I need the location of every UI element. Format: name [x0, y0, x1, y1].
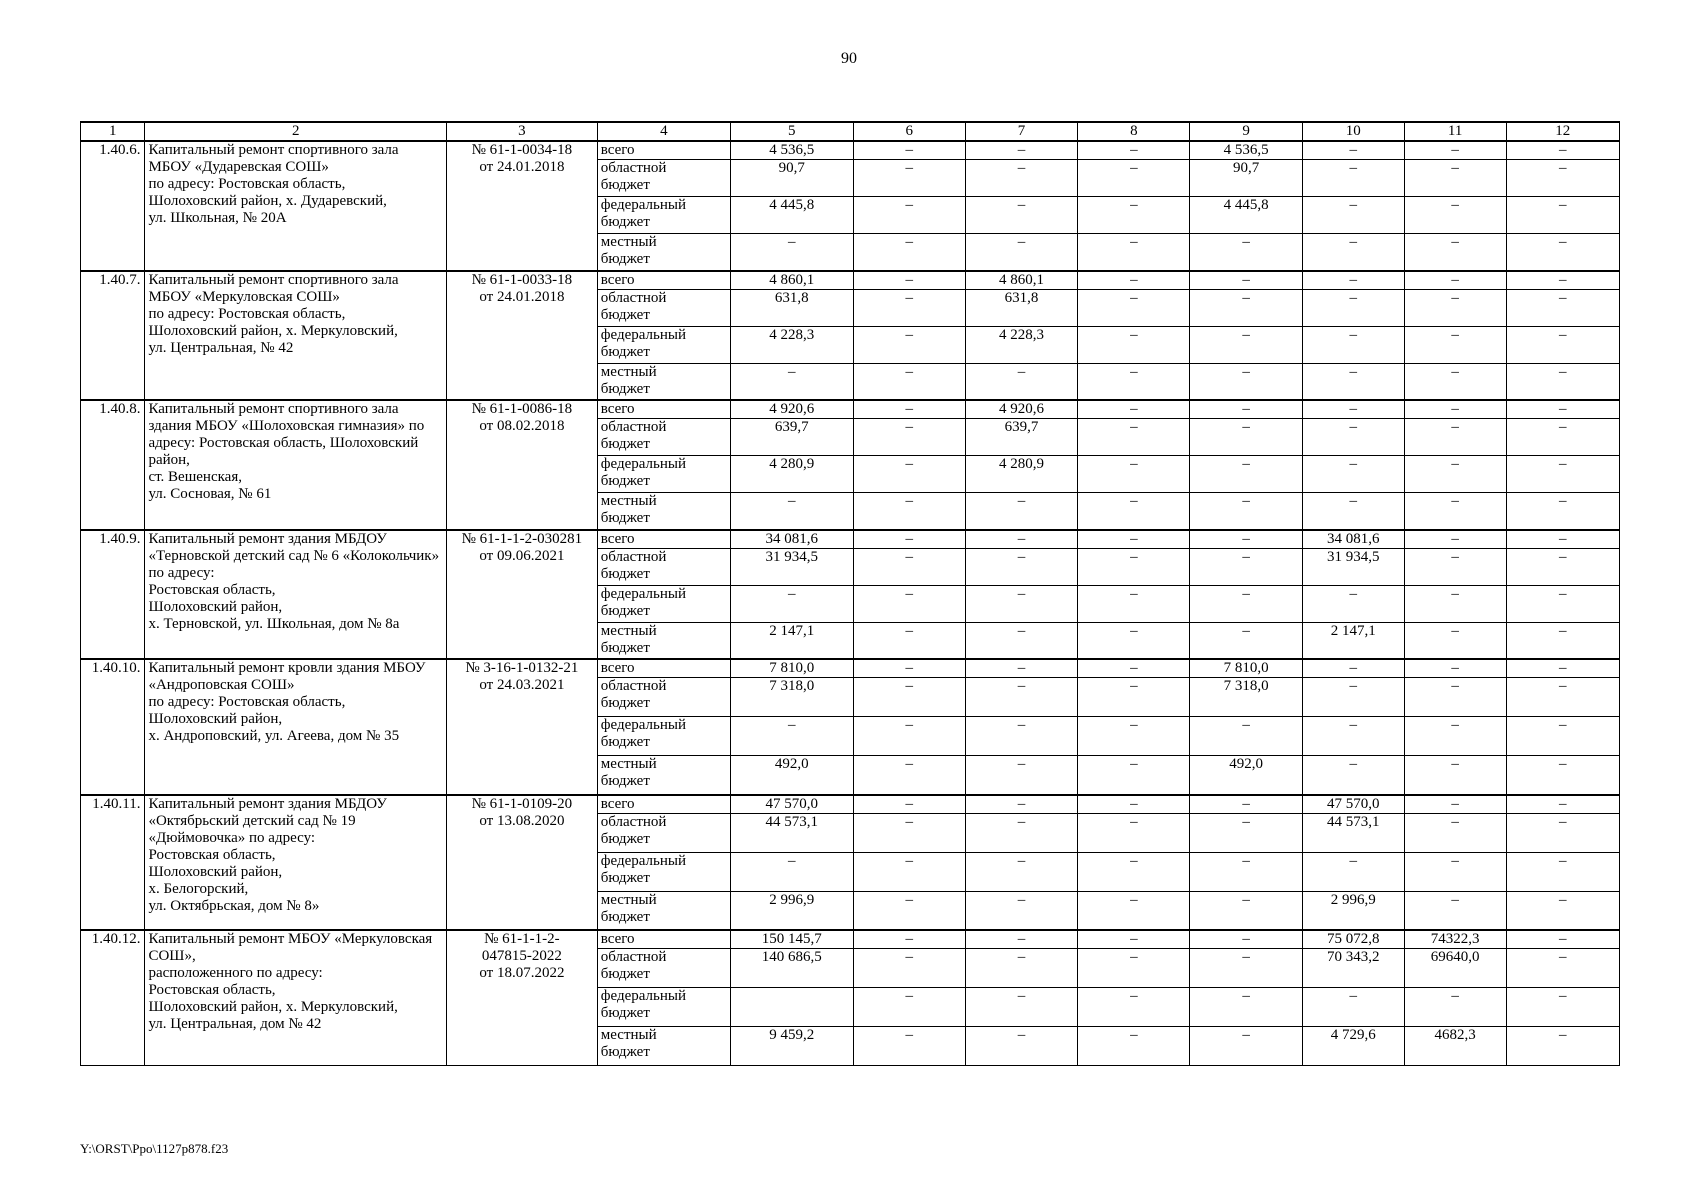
amount-cell: 70 343,2	[1302, 949, 1404, 988]
amount-cell: –	[965, 930, 1077, 949]
amount-cell: –	[1078, 930, 1190, 949]
amount-cell: –	[1506, 756, 1619, 795]
amount-cell: –	[853, 1027, 965, 1066]
amount-cell: –	[853, 891, 965, 930]
amount-cell: 4 729,6	[1302, 1027, 1404, 1066]
amount-cell: –	[1404, 419, 1506, 456]
amount-cell: –	[1404, 363, 1506, 400]
amount-cell: –	[1404, 548, 1506, 585]
amount-cell: –	[1404, 289, 1506, 326]
amount-cell: –	[1190, 548, 1302, 585]
column-number: 10	[1302, 122, 1404, 141]
amount-cell: –	[1506, 419, 1619, 456]
funding-source: федеральный бюджет	[597, 717, 730, 756]
amount-cell: 34 081,6	[1302, 530, 1404, 549]
amount-cell: –	[1190, 289, 1302, 326]
amount-cell: –	[1078, 813, 1190, 852]
amount-cell: –	[1404, 756, 1506, 795]
amount-cell: 4 536,5	[730, 141, 853, 160]
amount-cell: –	[1404, 585, 1506, 622]
item-description: Капитальный ремонт спортивного зала МБОУ «Дударевская СОШ» по адресу: Ростовская область, Шолоховский район, х. Дударевский, ул. Школьная, № 20А	[145, 141, 447, 271]
amount-cell: –	[1190, 852, 1302, 891]
amount-cell: –	[1404, 234, 1506, 271]
amount-cell: –	[1302, 289, 1404, 326]
amount-cell: –	[1190, 930, 1302, 949]
amount-cell: –	[853, 419, 965, 456]
amount-cell: –	[1078, 678, 1190, 717]
amount-cell: –	[1190, 717, 1302, 756]
amount-cell: –	[1078, 622, 1190, 659]
amount-cell: –	[1302, 756, 1404, 795]
amount-cell: –	[1404, 678, 1506, 717]
funding-source: местный бюджет	[597, 756, 730, 795]
amount-cell: 4 228,3	[730, 326, 853, 363]
amount-cell: –	[1404, 326, 1506, 363]
item-document-number: № 61-1-0086-18 от 08.02.2018	[447, 400, 598, 530]
amount-cell: –	[1078, 400, 1190, 419]
amount-cell: –	[1190, 363, 1302, 400]
amount-cell: –	[1302, 271, 1404, 290]
amount-cell: –	[1302, 988, 1404, 1027]
amount-cell: –	[1506, 456, 1619, 493]
amount-cell: –	[1302, 160, 1404, 197]
amount-cell: 4 445,8	[1190, 197, 1302, 234]
amount-cell: –	[1506, 326, 1619, 363]
amount-cell: –	[1506, 271, 1619, 290]
amount-cell: –	[853, 988, 965, 1027]
funding-source: федеральный бюджет	[597, 988, 730, 1027]
funding-source: федеральный бюджет	[597, 585, 730, 622]
amount-cell: –	[1302, 852, 1404, 891]
funding-source: местный бюджет	[597, 891, 730, 930]
amount-cell: –	[1506, 622, 1619, 659]
amount-cell: –	[1078, 1027, 1190, 1066]
amount-cell: –	[1506, 160, 1619, 197]
amount-cell: –	[853, 795, 965, 814]
amount-cell: 7 810,0	[1190, 659, 1302, 678]
item-code: 1.40.8.	[81, 400, 145, 530]
item-description: Капитальный ремонт кровли здания МБОУ «Андроповская СОШ» по адресу: Ростовская область, Шолоховский район, х. Андроповский, ул. Агеева, дом № 35	[145, 659, 447, 795]
amount-cell: 150 145,7	[730, 930, 853, 949]
column-number: 9	[1190, 122, 1302, 141]
amount-cell: –	[1506, 813, 1619, 852]
amount-cell: –	[1404, 717, 1506, 756]
amount-cell: –	[853, 548, 965, 585]
amount-cell: –	[1078, 585, 1190, 622]
amount-cell: –	[1078, 988, 1190, 1027]
amount-cell: –	[853, 659, 965, 678]
amount-cell: –	[1190, 234, 1302, 271]
column-number: 3	[447, 122, 598, 141]
amount-cell: –	[1078, 493, 1190, 530]
amount-cell: –	[1506, 852, 1619, 891]
item-document-number: № 61-1-1-2- 047815-2022 от 18.07.2022	[447, 930, 598, 1066]
amount-cell: –	[853, 271, 965, 290]
item-code: 1.40.9.	[81, 530, 145, 660]
item-document-number: № 61-1-0109-20 от 13.08.2020	[447, 795, 598, 931]
amount-cell: –	[1078, 548, 1190, 585]
amount-cell: –	[1190, 271, 1302, 290]
amount-cell: –	[1506, 659, 1619, 678]
amount-cell: 492,0	[1190, 756, 1302, 795]
amount-cell: –	[730, 493, 853, 530]
amount-cell: –	[1078, 530, 1190, 549]
amount-cell: 47 570,0	[730, 795, 853, 814]
amount-cell: 4 280,9	[730, 456, 853, 493]
funding-source: всего	[597, 400, 730, 419]
item-description: Капитальный ремонт здания МБДОУ «Октябрьский детский сад № 19 «Дюймовочка» по адресу: Ростовская область, Шолоховский район, х. Белогорский, ул. Октябрьская, дом № 8»	[145, 795, 447, 931]
amount-cell: –	[1190, 419, 1302, 456]
amount-cell: –	[1302, 493, 1404, 530]
item-code: 1.40.12.	[81, 930, 145, 1066]
page-number: 90	[841, 50, 857, 67]
column-number: 2	[145, 122, 447, 141]
amount-cell: 492,0	[730, 756, 853, 795]
amount-cell: –	[1404, 456, 1506, 493]
amount-cell: –	[853, 585, 965, 622]
amount-cell: –	[965, 197, 1077, 234]
amount-cell: –	[1190, 622, 1302, 659]
file-path-footer: Y:\ORST\Ppo\1127p878.f23	[80, 1141, 229, 1156]
amount-cell: –	[1078, 717, 1190, 756]
column-number: 8	[1078, 122, 1190, 141]
funding-source: областной бюджет	[597, 949, 730, 988]
amount-cell: –	[965, 363, 1077, 400]
amount-cell: –	[1506, 678, 1619, 717]
amount-cell: –	[730, 363, 853, 400]
amount-cell: –	[853, 197, 965, 234]
amount-cell: –	[1078, 363, 1190, 400]
amount-cell: –	[1190, 891, 1302, 930]
amount-cell: –	[1302, 141, 1404, 160]
amount-cell: –	[1078, 419, 1190, 456]
amount-cell: –	[1506, 585, 1619, 622]
item-document-number: № 61-1-1-2-030281 от 09.06.2021	[447, 530, 598, 660]
amount-cell: –	[1078, 852, 1190, 891]
amount-cell: –	[1506, 234, 1619, 271]
item-description: Капитальный ремонт МБОУ «Меркуловская СОШ», расположенного по адресу: Ростовская область, Шолоховский район, х. Меркуловский, ул. Центральная, дом № 42	[145, 930, 447, 1066]
funding-source: областной бюджет	[597, 160, 730, 197]
amount-cell: –	[1078, 234, 1190, 271]
column-number-row	[81, 122, 1620, 141]
amount-cell: 2 996,9	[730, 891, 853, 930]
amount-cell: –	[1404, 530, 1506, 549]
amount-cell: –	[1190, 530, 1302, 549]
amount-cell: –	[1506, 930, 1619, 949]
amount-cell: –	[853, 622, 965, 659]
funding-source: областной бюджет	[597, 289, 730, 326]
amount-cell: –	[965, 659, 1077, 678]
amount-cell: –	[853, 289, 965, 326]
budget-table	[80, 121, 1620, 1066]
amount-cell: –	[1404, 659, 1506, 678]
amount-cell: –	[1078, 756, 1190, 795]
amount-cell: –	[1506, 141, 1619, 160]
amount-cell: 4 860,1	[965, 271, 1077, 290]
table-row	[81, 400, 1620, 419]
amount-cell: 631,8	[965, 289, 1077, 326]
amount-cell: –	[1190, 949, 1302, 988]
amount-cell: –	[1190, 813, 1302, 852]
table-row	[81, 271, 1620, 290]
table-row	[81, 930, 1620, 949]
amount-cell: –	[1190, 795, 1302, 814]
table-row	[81, 141, 1620, 160]
amount-cell: 4 920,6	[965, 400, 1077, 419]
amount-cell: 639,7	[965, 419, 1077, 456]
amount-cell: 31 934,5	[730, 548, 853, 585]
funding-source: областной бюджет	[597, 419, 730, 456]
item-code: 1.40.7.	[81, 271, 145, 401]
amount-cell: –	[1506, 197, 1619, 234]
funding-source: областной бюджет	[597, 813, 730, 852]
amount-cell: –	[1404, 160, 1506, 197]
funding-source: федеральный бюджет	[597, 852, 730, 891]
amount-cell: –	[1404, 197, 1506, 234]
funding-source: местный бюджет	[597, 234, 730, 271]
amount-cell: –	[1302, 234, 1404, 271]
funding-source: всего	[597, 271, 730, 290]
item-document-number: № 61-1-0034-18 от 24.01.2018	[447, 141, 598, 271]
amount-cell: –	[965, 160, 1077, 197]
amount-cell: –	[1078, 891, 1190, 930]
amount-cell: 69640,0	[1404, 949, 1506, 988]
amount-cell: –	[965, 548, 1077, 585]
amount-cell: –	[1404, 891, 1506, 930]
amount-cell: –	[1078, 326, 1190, 363]
amount-cell: –	[1078, 160, 1190, 197]
amount-cell: –	[853, 530, 965, 549]
amount-cell: –	[965, 949, 1077, 988]
amount-cell: –	[1506, 949, 1619, 988]
item-document-number: № 61-1-0033-18 от 24.01.2018	[447, 271, 598, 401]
column-number: 12	[1506, 122, 1619, 141]
column-number: 6	[853, 122, 965, 141]
amount-cell: 31 934,5	[1302, 548, 1404, 585]
amount-cell: 4 445,8	[730, 197, 853, 234]
amount-cell: 4 860,1	[730, 271, 853, 290]
amount-cell: –	[730, 717, 853, 756]
amount-cell: 4 536,5	[1190, 141, 1302, 160]
amount-cell: 47 570,0	[1302, 795, 1404, 814]
amount-cell: 639,7	[730, 419, 853, 456]
amount-cell: –	[965, 988, 1077, 1027]
amount-cell: –	[730, 585, 853, 622]
amount-cell: –	[1302, 659, 1404, 678]
column-number: 1	[81, 122, 145, 141]
amount-cell: –	[1404, 400, 1506, 419]
amount-cell: –	[853, 234, 965, 271]
column-number: 5	[730, 122, 853, 141]
amount-cell: –	[1190, 456, 1302, 493]
amount-cell: –	[1506, 988, 1619, 1027]
amount-cell: 4 920,6	[730, 400, 853, 419]
amount-cell: 4 228,3	[965, 326, 1077, 363]
amount-cell: –	[1190, 326, 1302, 363]
item-document-number: № 3-16-1-0132-21 от 24.03.2021	[447, 659, 598, 795]
amount-cell: –	[1302, 456, 1404, 493]
funding-source: всего	[597, 795, 730, 814]
amount-cell: –	[1190, 988, 1302, 1027]
amount-cell: –	[1506, 363, 1619, 400]
amount-cell: –	[1404, 271, 1506, 290]
funding-source: федеральный бюджет	[597, 326, 730, 363]
amount-cell: –	[1302, 419, 1404, 456]
amount-cell: –	[965, 585, 1077, 622]
amount-cell: 4682,3	[1404, 1027, 1506, 1066]
amount-cell: –	[853, 493, 965, 530]
amount-cell: –	[965, 795, 1077, 814]
funding-source: федеральный бюджет	[597, 456, 730, 493]
amount-cell: –	[1190, 493, 1302, 530]
amount-cell: 631,8	[730, 289, 853, 326]
item-description: Капитальный ремонт спортивного зала здания МБОУ «Шолоховская гимназия» по адресу: Ростовская область, Шолоховский район, ст. Вешенская, ул. Сосновая, № 61	[145, 400, 447, 530]
amount-cell: –	[965, 1027, 1077, 1066]
amount-cell: –	[853, 363, 965, 400]
amount-cell: –	[853, 400, 965, 419]
amount-cell: –	[1506, 891, 1619, 930]
amount-cell: –	[1078, 949, 1190, 988]
amount-cell: 90,7	[1190, 160, 1302, 197]
amount-cell: –	[853, 717, 965, 756]
amount-cell: 7 318,0	[730, 678, 853, 717]
amount-cell: 34 081,6	[730, 530, 853, 549]
funding-source: областной бюджет	[597, 548, 730, 585]
amount-cell: –	[1302, 717, 1404, 756]
amount-cell: –	[1302, 363, 1404, 400]
item-code: 1.40.11.	[81, 795, 145, 931]
table-row	[81, 659, 1620, 678]
item-code: 1.40.10.	[81, 659, 145, 795]
amount-cell: –	[853, 852, 965, 891]
amount-cell: –	[1506, 717, 1619, 756]
amount-cell: –	[853, 949, 965, 988]
amount-cell: 2 147,1	[730, 622, 853, 659]
amount-cell: –	[1190, 1027, 1302, 1066]
funding-source: всего	[597, 141, 730, 160]
amount-cell: –	[1404, 852, 1506, 891]
funding-source: всего	[597, 530, 730, 549]
column-number: 11	[1404, 122, 1506, 141]
funding-source: всего	[597, 930, 730, 949]
amount-cell: 74322,3	[1404, 930, 1506, 949]
amount-cell: 140 686,5	[730, 949, 853, 988]
amount-cell: –	[1506, 400, 1619, 419]
amount-cell: –	[965, 852, 1077, 891]
amount-cell: –	[965, 756, 1077, 795]
amount-cell: 9 459,2	[730, 1027, 853, 1066]
amount-cell: –	[965, 234, 1077, 271]
amount-cell: –	[1078, 795, 1190, 814]
funding-source: местный бюджет	[597, 622, 730, 659]
amount-cell: –	[1404, 141, 1506, 160]
amount-cell: –	[853, 456, 965, 493]
amount-cell: –	[965, 622, 1077, 659]
amount-cell: 44 573,1	[1302, 813, 1404, 852]
amount-cell: –	[853, 160, 965, 197]
amount-cell: –	[1506, 530, 1619, 549]
amount-cell: –	[1078, 197, 1190, 234]
amount-cell: –	[853, 326, 965, 363]
amount-cell: –	[965, 891, 1077, 930]
amount-cell: –	[1302, 197, 1404, 234]
amount-cell: –	[853, 141, 965, 160]
item-code: 1.40.6.	[81, 141, 145, 271]
amount-cell: –	[1078, 141, 1190, 160]
amount-cell: –	[965, 141, 1077, 160]
amount-cell: –	[965, 813, 1077, 852]
amount-cell: –	[1078, 456, 1190, 493]
column-number: 4	[597, 122, 730, 141]
amount-cell: –	[1078, 289, 1190, 326]
amount-cell: –	[965, 493, 1077, 530]
amount-cell: 75 072,8	[1302, 930, 1404, 949]
amount-cell: –	[1302, 326, 1404, 363]
amount-cell: –	[1506, 548, 1619, 585]
amount-cell: –	[1078, 659, 1190, 678]
amount-cell: –	[730, 852, 853, 891]
amount-cell: –	[853, 678, 965, 717]
amount-cell: 44 573,1	[730, 813, 853, 852]
amount-cell: –	[1506, 795, 1619, 814]
item-description: Капитальный ремонт спортивного зала МБОУ «Меркуловская СОШ» по адресу: Ростовская область, Шолоховский район, х. Меркуловский, ул. Центральная, № 42	[145, 271, 447, 401]
funding-source: местный бюджет	[597, 363, 730, 400]
amount-cell: –	[1506, 1027, 1619, 1066]
funding-source: всего	[597, 659, 730, 678]
amount-cell: –	[1404, 988, 1506, 1027]
amount-cell: 7 810,0	[730, 659, 853, 678]
amount-cell: 2 147,1	[1302, 622, 1404, 659]
item-description: Капитальный ремонт здания МБДОУ «Терновской детский сад № 6 «Колокольчик» по адресу: Ростовская область, Шолоховский район, х. Терновской, ул. Школьная, дом № 8а	[145, 530, 447, 660]
column-number: 7	[965, 122, 1077, 141]
amount-cell: –	[1506, 493, 1619, 530]
table-row	[81, 530, 1620, 549]
amount-cell: –	[1404, 813, 1506, 852]
amount-cell	[730, 988, 853, 1027]
amount-cell: –	[1190, 585, 1302, 622]
amount-cell: –	[1404, 795, 1506, 814]
funding-source: федеральный бюджет	[597, 197, 730, 234]
amount-cell: 90,7	[730, 160, 853, 197]
amount-cell: 4 280,9	[965, 456, 1077, 493]
amount-cell: –	[853, 756, 965, 795]
amount-cell: –	[730, 234, 853, 271]
amount-cell: –	[1078, 271, 1190, 290]
funding-source: местный бюджет	[597, 493, 730, 530]
amount-cell: –	[1506, 289, 1619, 326]
amount-cell: –	[965, 530, 1077, 549]
amount-cell: 2 996,9	[1302, 891, 1404, 930]
amount-cell: –	[853, 930, 965, 949]
amount-cell: –	[853, 813, 965, 852]
table-row	[81, 795, 1620, 814]
amount-cell: –	[1404, 622, 1506, 659]
funding-source: местный бюджет	[597, 1027, 730, 1066]
funding-source: областной бюджет	[597, 678, 730, 717]
amount-cell: –	[1190, 400, 1302, 419]
amount-cell: –	[1302, 678, 1404, 717]
amount-cell: 7 318,0	[1190, 678, 1302, 717]
amount-cell: –	[965, 717, 1077, 756]
amount-cell: –	[1302, 400, 1404, 419]
amount-cell: –	[1302, 585, 1404, 622]
amount-cell: –	[1404, 493, 1506, 530]
amount-cell: –	[965, 678, 1077, 717]
